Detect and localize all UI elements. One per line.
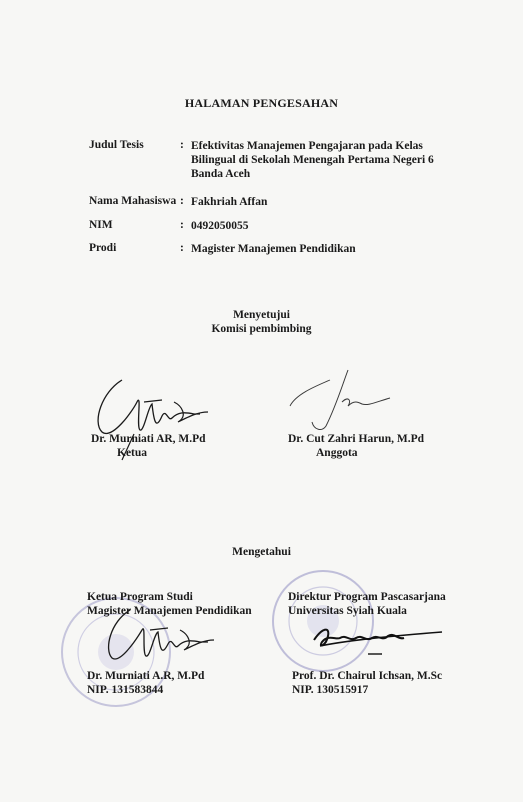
title-line: Ketua Program Studi <box>87 591 193 603</box>
value-line: Bilingual di Sekolah Menengah Pertama Negeri 6 <box>191 154 434 166</box>
official-2-name: Prof. Dr. Chairul Ichsan, M.Sc <box>292 670 443 682</box>
field-separator: : <box>180 219 184 231</box>
title-line: Universitas Syiah Kuala <box>288 605 407 617</box>
signature-murniati-1 <box>92 372 212 467</box>
title-line: Magister Manajemen Pendidikan <box>87 605 252 617</box>
supervisor-2-name: Dr. Cut Zahri Harun, M.Pd <box>288 433 424 445</box>
value-line: Efektivitas Manajemen Pengajaran pada Kelas <box>191 140 423 152</box>
signature-cut-zahri <box>286 366 406 441</box>
field-label-nim: NIM <box>89 219 113 231</box>
page-title: HALAMAN PENGESAHAN <box>184 96 339 110</box>
signature-chairul-ichsan <box>310 618 445 658</box>
field-label-prodi: Prodi <box>89 242 117 254</box>
official-1-name: Dr. Murniati A.R, M.Pd <box>87 670 205 682</box>
field-label-nama: Nama Mahasiswa <box>89 195 177 207</box>
acknowledged-heading: Mengetahui <box>232 546 291 558</box>
field-separator: : <box>180 139 184 151</box>
official-1-nip: NIP. 131583844 <box>87 684 164 696</box>
title-line: Direktur Program Pascasarjana <box>288 591 446 603</box>
field-label-judul-tesis: Judul Tesis <box>89 139 144 151</box>
supervisor-2-role: Anggota <box>316 447 358 459</box>
field-separator: : <box>180 242 184 254</box>
field-value-prodi: Magister Manajemen Pendidikan <box>191 243 356 255</box>
value-line: Banda Aceh <box>191 168 251 180</box>
field-value-judul-tesis <box>191 139 434 181</box>
field-separator: : <box>180 195 184 207</box>
approval-subheading: Komisi pembimbing <box>211 323 312 335</box>
official-2-nip: NIP. 130515917 <box>292 684 369 696</box>
field-value-nim: 0492050055 <box>191 220 249 232</box>
supervisor-1-role: Ketua <box>117 447 148 459</box>
field-value-nama: Fakhriah Affan <box>191 196 268 208</box>
official-2-title <box>288 590 446 618</box>
supervisor-1-name: Dr. Murniati AR, M.Pd <box>91 433 206 445</box>
approval-heading: Menyetujui <box>233 309 290 321</box>
